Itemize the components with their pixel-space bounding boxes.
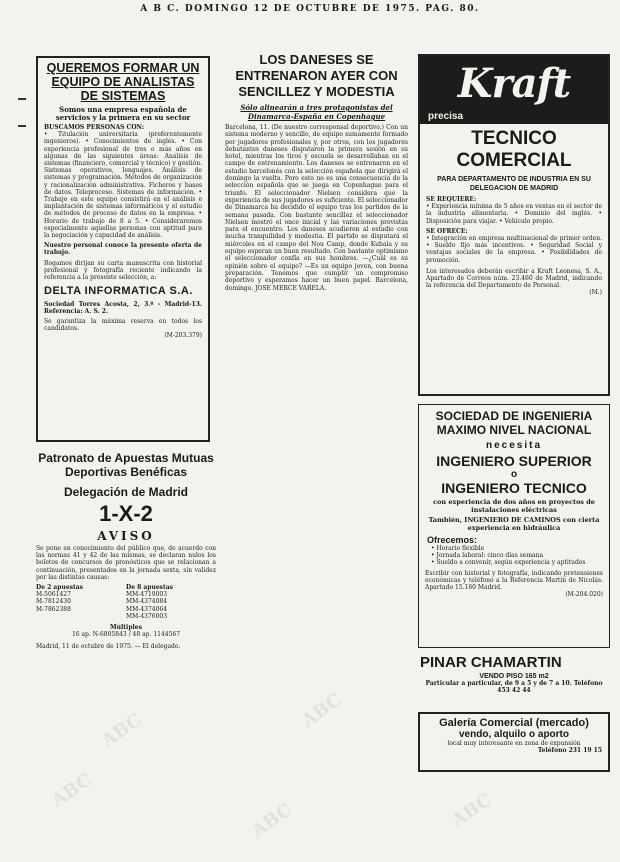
aviso-label: AVISO <box>97 529 155 543</box>
kraft-title1: TECNICO <box>471 128 557 149</box>
pinar-body: Particular a particular, de 9 a 5 y de 7 a 10. Teléfono 453 42 44 <box>425 680 603 695</box>
pinar-ad <box>418 654 610 708</box>
ticket: MM-4719003 <box>126 591 168 599</box>
ing-l6: INGENIERO TECNICO <box>441 480 587 496</box>
kraft-off-body: • Integración en empresa multinacional de primer orden. • Sueldo fijo más incentivos. • Seguridad Social y ventajas sociales de la empresa. • Posibilidades de promoción. <box>426 235 602 264</box>
ad-intro: Somos una empresa española de servicios y la primera en su sector <box>55 105 191 122</box>
ad-contact: Rogamos dirijan su carta manuscrita con historial profesional y fotografía reciente indicando la referencia a la presente selección, a: <box>44 259 202 282</box>
article <box>225 52 408 848</box>
delegation: Delegación de Madrid <box>63 485 189 499</box>
kraft-title2: COMERCIAL <box>456 150 572 171</box>
ingenieria-ad <box>418 404 610 648</box>
quiniela-code: 1-X-2 <box>99 501 153 526</box>
ing-ref: (M-204.020) <box>565 591 603 599</box>
ad-ref: (M-203.379) <box>164 332 202 340</box>
col-8-apuestas <box>126 584 216 620</box>
ad-body: • Titulación universitaria (preferentemente ingenieros). • Conocimientos de inglés. • Con experiencia profesional de tres o más años en algunas de las siguientes áreas: Análisis de sistemas (financiero, comercial y técnico) y gestión. Sistemas operativos, lenguajes. Análisis de sistemas y programación. Métodos de organización y racionalización administrativa. Ficheros y bases de datos. Teleproceso. Sistemas de información. • Trabajo en este equipo consistirá en el análisis e implantación de sistemas informáticos y el estudio de métodos de proceso de datos en la empresa. • Horario de trabajo de 8 a 5. • Consideraremos especialmente aquellas personas con aptitud para la negociación y capacidad de análisis. <box>44 131 202 240</box>
ing-item: • Sueldo a convenir, según experiencia y aptitudes <box>431 559 586 567</box>
galeria-phone: Teléfono 231 19 15 <box>537 747 602 755</box>
ing-l7: con experiencia de dos años en proyectos de instalaciones eléctricas <box>433 498 595 514</box>
kraft-precisa: precisa <box>428 111 464 122</box>
ticket: MM-4374084 <box>126 598 168 606</box>
watermark: ABC <box>97 709 146 752</box>
article-body: Barcelona, 11. (De nuestro corresponsal deportivo.) Con un sistema moderno y sencillo, de equipo sumamente formado por jugadores profesionales y, por otros, con los jugadores debutantes daneses disputaron la primera sesión en su hotel, mientras los tiros y escuela se desarrollaban en el campo de entrenamiento. Los daneses se entrenaron en el estadio barcelonés con la selección española que dirigirá el domingo la vuelta. Pero esto no es una consecuencia de la selección española que se juega en Copenhague para el triunfo. El seleccionador Nielsen considera que la experiencia de sus jugadores es suficiente. El seleccionador de Dinamarca ha decidido el equipo tras los partidos de la semana pasada. Con bastante sencillez el seleccionador Nielsen mostró el once inicial y las variaciones previstas para el encuentro. Los daneses acudieron al estadio con mucha tranquilidad y modestia. El partido se disputará el miércoles en el campo del Nou Camp, donde Kubala y su equipo esperan un buen resultado. Con bastante optimismo el seleccionador confía en sus hombres. —¿Cuál es su opinión sobre el equipo? —Es un equipo joven, con buena preparación. Tenemos que cumplir un compromiso deportivo y esperamos hacer un buen papel. Barcelona, domingo. JOSE MERCE VARELA. <box>225 124 408 292</box>
kraft-logo: Kraft <box>457 60 571 107</box>
kraft-ref: (M.) <box>589 289 602 297</box>
ad-closing: Se garantiza la máxima reserva en todos los candidatos. <box>44 317 202 332</box>
kraft-contact: Los interesados deberán escribir a Kraft Leonesa, S. A., Apartado de Correos núm. 23.460 de Madrid, indicando la referencia del Departamento de Personal. <box>426 267 602 290</box>
col-2-apuestas <box>36 584 126 620</box>
watermark: ABC <box>447 789 496 832</box>
patronato-title: Patronato de Apuestas Mutuas Deportivas Benéficas <box>38 451 214 479</box>
ad-buscamos: BUSCAMOS PERSONAS CON: <box>44 124 145 131</box>
kraft-req-body: • Experiencia mínima de 5 años en ventas en el sector de la industria alimentaria. • Dominio del inglés. • Disposición para viajar. • Vehículo propio. <box>426 203 602 225</box>
page-header: A B C. DOMINGO 12 DE OCTUBRE DE 1975. PAG. 80. <box>140 4 480 14</box>
ticket: MM-4376003 <box>126 612 168 620</box>
margin-mark <box>18 98 26 100</box>
col1-head: De 2 apuestas <box>36 584 84 592</box>
multiples-head: Múltiples <box>109 624 142 632</box>
kraft-requires: SE REQUIERE: <box>426 196 477 203</box>
aviso-body: Se pone en conocimiento del público que, de acuerdo con las normas 41 y 42 de las mismas, se declaran nulos los boletos de concursos de pronósticos que se relacionan a continuación, presentados en la jornada sexta, sin validez por las distintas causas: <box>36 545 216 581</box>
watermark: ABC <box>247 799 296 842</box>
multiples: 16 ap. N-6805843 / 48 ap. 1144567 <box>71 631 181 639</box>
galeria-title: Galería Comercial (mercado) <box>439 717 589 729</box>
analistas-ad <box>36 56 210 442</box>
ing-l1: SOCIEDAD DE INGENIERIA <box>435 409 593 423</box>
pinar-title: PINAR CHAMARTIN <box>420 654 562 671</box>
galeria-ad <box>418 712 610 772</box>
ing-item: • Horario flexible <box>431 545 485 552</box>
galeria-sub: vendo, alquilo o aporto <box>459 729 569 740</box>
article-subhead: Sólo alinearán a tres protagonistas del Dinamarca-España en Copenhague <box>240 103 393 121</box>
margin-mark <box>18 125 26 127</box>
kraft-ad <box>418 54 610 396</box>
galeria-body: local muy interesante en zona de expansión <box>447 740 581 747</box>
watermark: ABC <box>47 769 96 812</box>
company-logo: DELTA INFORMATICA S.A. <box>44 285 193 298</box>
pinar-sub: VENDO PISO 165 m2 <box>479 673 549 680</box>
ad-address: Sociedad Torres Acosta, 2, 3.º - Madrid-13. Referencia: A. S. 2. <box>44 301 202 316</box>
ing-l2: MAXIMO NIVEL NACIONAL <box>436 423 592 437</box>
kraft-logo-band <box>420 56 608 124</box>
kraft-offers: SE OFRECE: <box>426 227 468 235</box>
ticket: M-7812430 <box>36 598 71 606</box>
article-headline: LOS DANESES SE ENTRENARON AYER CON SENCILLEZ Y MODESTIA <box>235 52 398 99</box>
ing-l5: o <box>510 469 518 480</box>
kraft-dept: PARA DEPARTAMENTO DE INDUSTRIA EN SU DELEGACION DE MADRID <box>437 176 591 192</box>
col2-head: De 8 apuestas <box>126 584 174 592</box>
ad-note: Nuestro personal conoce la presente oferta de trabajo. <box>44 242 202 257</box>
aviso-footer: Madrid, 11 de octubre de 1975. — El delegado. <box>36 643 181 651</box>
watermark: ABC <box>297 689 346 732</box>
ticket: MM-4374064 <box>126 605 168 613</box>
ing-item: • Jornada laboral: cinco días semana <box>431 552 544 560</box>
ticket: M-5061427 <box>36 591 71 599</box>
voided-tickets <box>36 584 216 620</box>
ticket: M-7862388 <box>36 605 71 613</box>
ad-title: QUEREMOS FORMAR UN EQUIPO DE ANALISTAS DE SISTEMAS <box>46 61 200 103</box>
ing-l4: INGENIERO SUPERIOR <box>436 453 592 469</box>
ing-offers: Ofrecemos: <box>427 535 478 545</box>
ing-l3: necesita <box>485 440 543 451</box>
ing-contact: Escribir con historial y fotografía, indicando pretensiones económicas y teléfono a la Referencia Martín de Nicolás. Apartado 15.160 Madrid. <box>425 569 603 592</box>
ing-l8: También, INGENIERO DE CAMINOS con cierta experiencia en hidráulica <box>428 516 600 532</box>
